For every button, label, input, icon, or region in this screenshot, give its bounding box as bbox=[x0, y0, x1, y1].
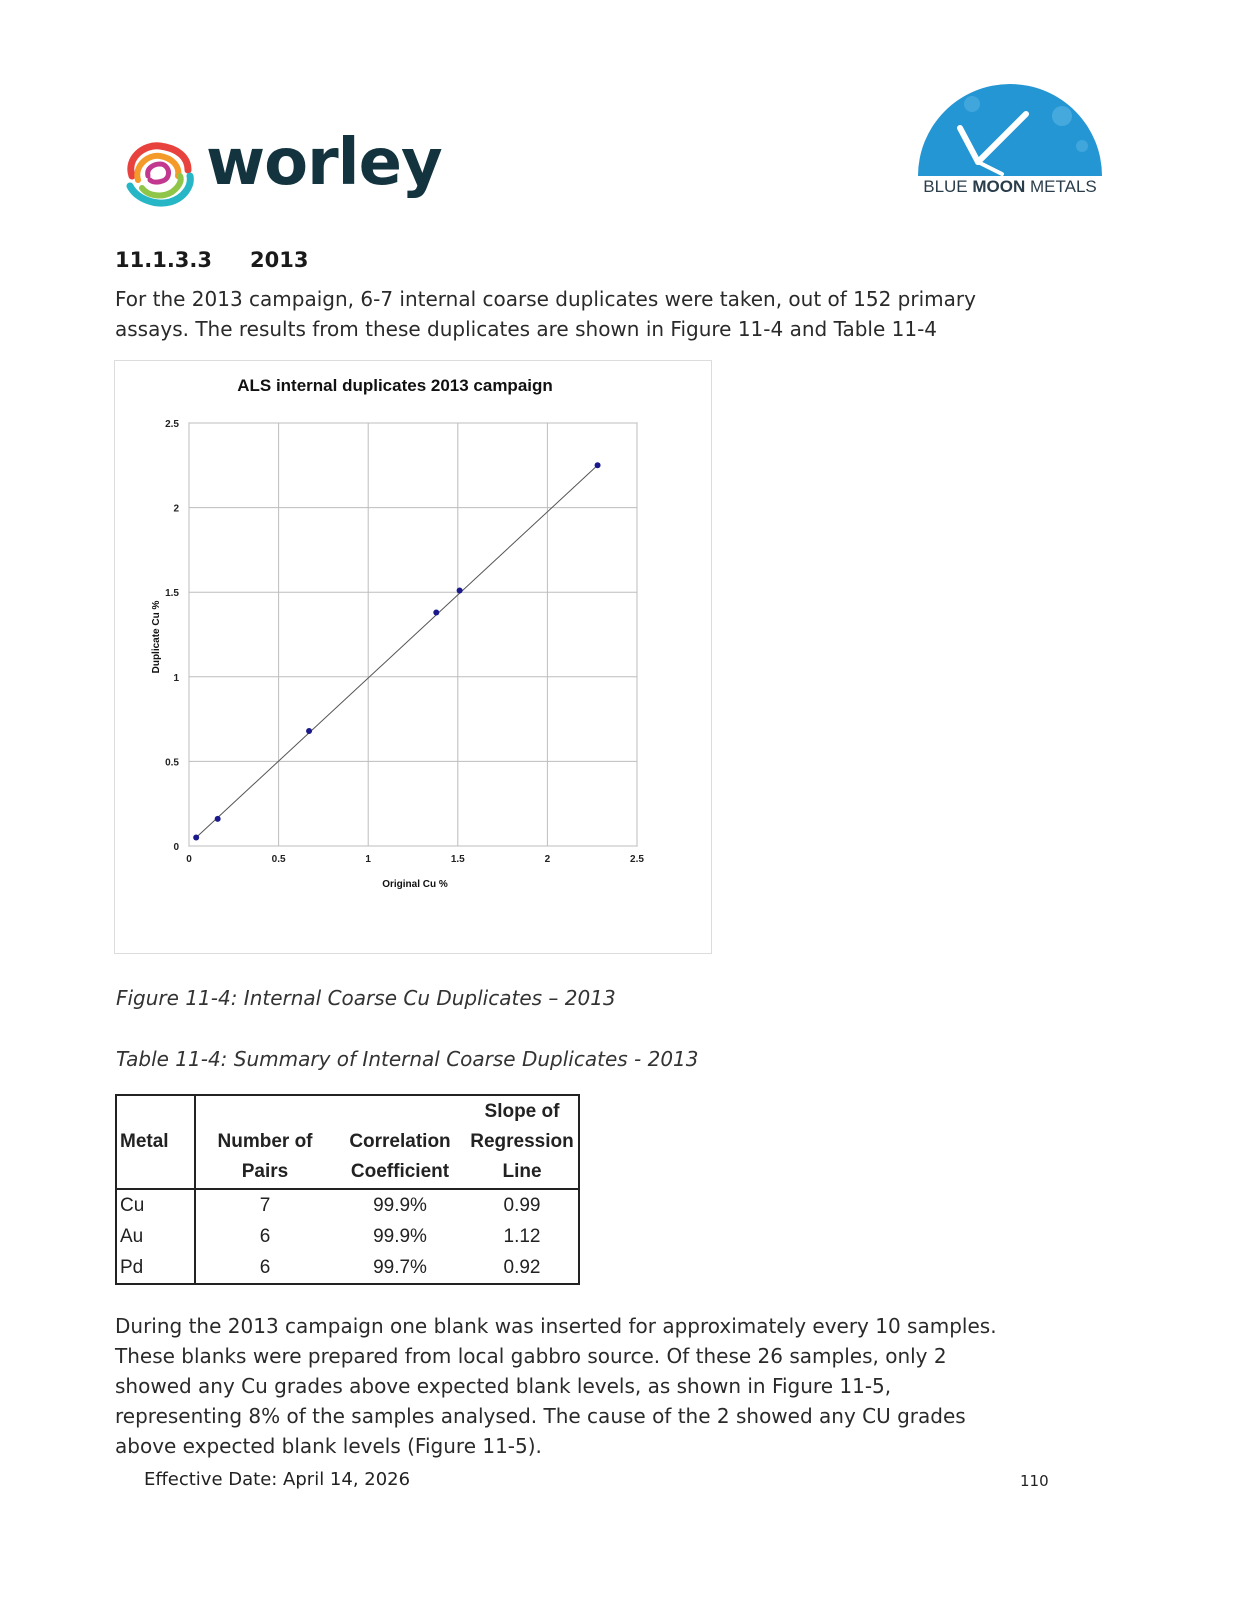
x-tick-label: 1 bbox=[365, 854, 371, 865]
intro-line: assays. The results from these duplicates are shown in Figure 11-4 and Table 11-4 bbox=[115, 317, 938, 341]
cell-metal: Cu bbox=[116, 1189, 195, 1221]
header-pairs-line1: Number of bbox=[217, 1131, 313, 1152]
duplicates-chart bbox=[114, 360, 712, 954]
x-tick-label: 1.5 bbox=[450, 854, 465, 865]
blue-moon-metals-logo bbox=[912, 76, 1108, 206]
data-point bbox=[457, 588, 463, 594]
x-tick-label: 2 bbox=[544, 854, 551, 865]
y-tick-label: 2 bbox=[173, 503, 179, 515]
table-row bbox=[116, 1221, 579, 1252]
cell-metal: Au bbox=[116, 1221, 195, 1252]
figure-caption: Figure 11-4: Internal Coarse Cu Duplicates – 2013 bbox=[116, 986, 616, 1010]
cell-correlation: 99.9% bbox=[373, 1194, 427, 1216]
x-tick-label: 0 bbox=[186, 854, 192, 865]
chart-title: ALS internal duplicates 2013 campaign bbox=[237, 376, 553, 395]
cell-correlation: 99.9% bbox=[373, 1225, 427, 1247]
chart-ticks bbox=[165, 419, 644, 865]
header-pairs-line2: Pairs bbox=[241, 1161, 289, 1182]
y-axis-label: Duplicate Cu % bbox=[151, 600, 162, 674]
logo-text-blue: BLUE bbox=[923, 177, 973, 196]
intro-paragraph bbox=[115, 284, 1125, 344]
section-heading bbox=[115, 248, 308, 272]
paragraph-line: During the 2013 campaign one blank was inserted for approximately every 10 samples. bbox=[115, 1314, 997, 1338]
header-pairs bbox=[195, 1095, 334, 1189]
cell-slope: 1.12 bbox=[503, 1225, 541, 1247]
table-row bbox=[116, 1252, 579, 1284]
data-point bbox=[193, 835, 199, 841]
y-tick-label: 0.5 bbox=[165, 757, 179, 769]
page-number: 110 bbox=[1020, 1472, 1049, 1490]
paragraph-line: showed any Cu grades above expected blank levels, as shown in Figure 11-5, bbox=[115, 1374, 892, 1398]
data-point bbox=[433, 610, 439, 616]
data-point bbox=[306, 728, 312, 734]
y-tick-label: 0 bbox=[173, 842, 179, 853]
chart-canvas bbox=[115, 361, 711, 953]
section-year: 2013 bbox=[250, 248, 309, 272]
table-caption: Table 11-4: Summary of Internal Coarse Duplicates - 2013 bbox=[116, 1047, 699, 1071]
cell-slope: 0.99 bbox=[503, 1194, 541, 1216]
regression-line bbox=[196, 465, 597, 837]
moon-clock-icon bbox=[912, 76, 1108, 176]
intro-line: For the 2013 campaign, 6-7 internal coarse duplicates were taken, out of 152 primary bbox=[115, 287, 976, 311]
blanks-paragraph bbox=[115, 1311, 1125, 1461]
worley-swirl-icon bbox=[122, 136, 198, 212]
header-corr-line1: Correlation bbox=[349, 1131, 451, 1152]
y-tick-label: 2.5 bbox=[165, 419, 179, 430]
cell-metal: Pd bbox=[116, 1252, 195, 1284]
header-correlation bbox=[334, 1095, 466, 1189]
header-slope-line3: Line bbox=[502, 1161, 542, 1182]
cell-pairs: 7 bbox=[259, 1194, 271, 1216]
data-point bbox=[595, 462, 601, 468]
cell-pairs: 6 bbox=[259, 1225, 271, 1247]
x-tick-label: 0.5 bbox=[271, 854, 286, 865]
cell-correlation: 99.7% bbox=[373, 1256, 427, 1278]
header-slope-line2: Regression bbox=[470, 1131, 574, 1152]
logo-text-moon: MOON bbox=[972, 177, 1026, 196]
logo-text-metals: METALS bbox=[1025, 177, 1097, 196]
cell-slope: 0.92 bbox=[503, 1256, 541, 1278]
y-tick-label: 1.5 bbox=[165, 588, 179, 600]
blue-moon-metals-wordmark bbox=[912, 177, 1108, 197]
section-number: 11.1.3.3 bbox=[115, 248, 212, 272]
x-axis-label: Original Cu % bbox=[382, 879, 448, 890]
header-slope-line1: Slope of bbox=[484, 1101, 560, 1122]
cell-pairs: 6 bbox=[259, 1256, 271, 1278]
y-tick-label: 1 bbox=[173, 672, 179, 684]
x-tick-label: 2.5 bbox=[630, 854, 644, 865]
header-metal: Metal bbox=[116, 1095, 195, 1189]
header-corr-line2: Coefficient bbox=[350, 1161, 450, 1182]
footer-effective-date: Effective Date: April 14, 2026 bbox=[144, 1469, 411, 1490]
worley-wordmark: worley bbox=[206, 126, 442, 200]
duplicates-summary-table bbox=[115, 1094, 580, 1285]
table-header-row bbox=[116, 1095, 579, 1189]
table-row bbox=[116, 1189, 579, 1221]
header-slope bbox=[466, 1095, 579, 1189]
worley-logo bbox=[122, 126, 442, 212]
paragraph-line: These blanks were prepared from local gabbro source. Of these 26 samples, only 2 bbox=[115, 1344, 947, 1368]
data-point bbox=[215, 816, 221, 822]
paragraph-line: above expected blank levels (Figure 11-5). bbox=[115, 1434, 542, 1458]
paragraph-line: representing 8% of the samples analysed. The cause of the 2 showed any CU grades bbox=[115, 1404, 966, 1428]
